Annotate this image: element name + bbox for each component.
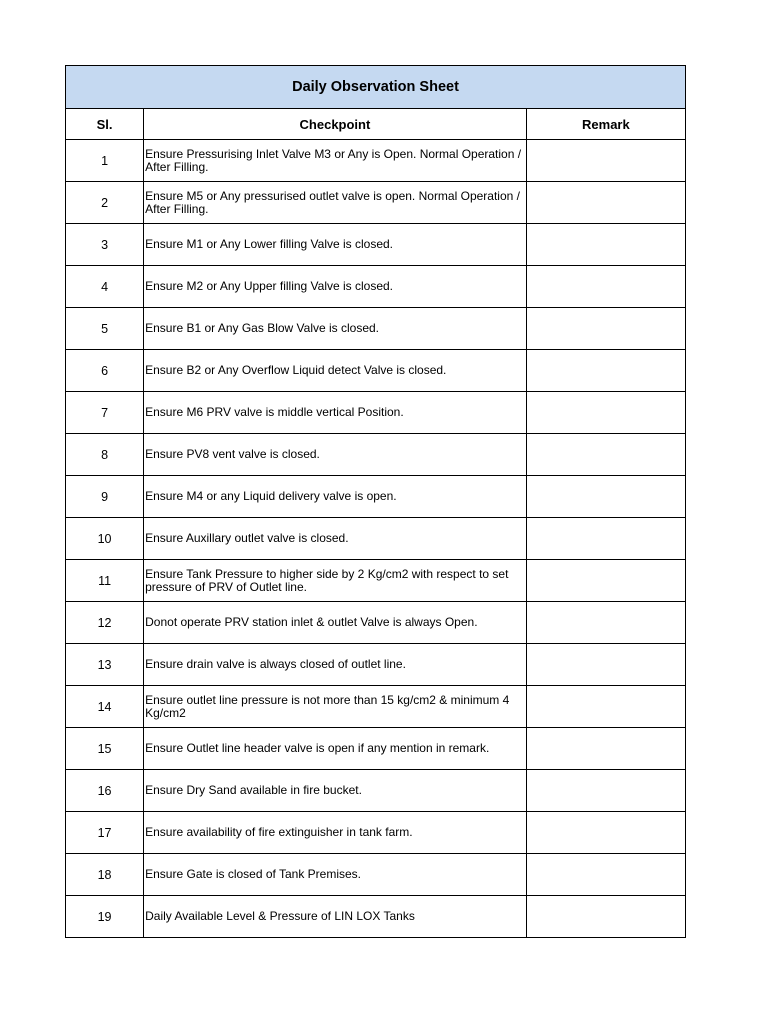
row-checkpoint: Ensure Auxillary outlet valve is closed. xyxy=(144,518,527,560)
table-row xyxy=(66,350,686,392)
row-serial: 4 xyxy=(66,266,144,308)
title-row xyxy=(66,66,686,109)
row-checkpoint: Ensure availability of fire extinguisher in tank farm. xyxy=(144,812,527,854)
table-row xyxy=(66,308,686,350)
row-checkpoint: Ensure M6 PRV valve is middle vertical Position. xyxy=(144,392,527,434)
row-remark-cell[interactable] xyxy=(526,560,685,602)
table-row xyxy=(66,182,686,224)
row-serial: 7 xyxy=(66,392,144,434)
row-checkpoint: Ensure M5 or Any pressurised outlet valve is open. Normal Operation / After Filling. xyxy=(144,182,527,224)
row-serial: 14 xyxy=(66,686,144,728)
row-serial: 5 xyxy=(66,308,144,350)
header-sl: Sl. xyxy=(66,109,144,140)
row-checkpoint: Ensure M2 or Any Upper filling Valve is closed. xyxy=(144,266,527,308)
row-checkpoint: Ensure Gate is closed of Tank Premises. xyxy=(144,854,527,896)
row-remark-cell[interactable] xyxy=(526,224,685,266)
table-row xyxy=(66,560,686,602)
table-row xyxy=(66,476,686,518)
row-serial: 3 xyxy=(66,224,144,266)
table-row xyxy=(66,686,686,728)
row-checkpoint: Daily Available Level & Pressure of LIN LOX Tanks xyxy=(144,896,527,938)
row-remark-cell[interactable] xyxy=(526,476,685,518)
row-checkpoint: Ensure Dry Sand available in fire bucket. xyxy=(144,770,527,812)
row-remark-cell[interactable] xyxy=(526,896,685,938)
header-row xyxy=(66,109,686,140)
row-checkpoint: Ensure M4 or any Liquid delivery valve is open. xyxy=(144,476,527,518)
row-serial: 1 xyxy=(66,140,144,182)
row-remark-cell[interactable] xyxy=(526,434,685,476)
row-remark-cell[interactable] xyxy=(526,308,685,350)
row-serial: 9 xyxy=(66,476,144,518)
row-checkpoint: Donot operate PRV station inlet & outlet Valve is always Open. xyxy=(144,602,527,644)
table-row xyxy=(66,140,686,182)
row-remark-cell[interactable] xyxy=(526,644,685,686)
row-remark-cell[interactable] xyxy=(526,770,685,812)
row-checkpoint: Ensure M1 or Any Lower filling Valve is closed. xyxy=(144,224,527,266)
row-remark-cell[interactable] xyxy=(526,728,685,770)
table-row xyxy=(66,266,686,308)
row-serial: 10 xyxy=(66,518,144,560)
row-serial: 2 xyxy=(66,182,144,224)
row-serial: 16 xyxy=(66,770,144,812)
table-row xyxy=(66,812,686,854)
observation-table xyxy=(65,65,686,938)
table-row xyxy=(66,602,686,644)
row-remark-cell[interactable] xyxy=(526,602,685,644)
table-row xyxy=(66,896,686,938)
table-row xyxy=(66,854,686,896)
row-checkpoint: Ensure drain valve is always closed of outlet line. xyxy=(144,644,527,686)
row-remark-cell[interactable] xyxy=(526,812,685,854)
row-serial: 18 xyxy=(66,854,144,896)
row-serial: 11 xyxy=(66,560,144,602)
row-serial: 6 xyxy=(66,350,144,392)
table-row xyxy=(66,518,686,560)
table-row xyxy=(66,224,686,266)
row-checkpoint: Ensure B2 or Any Overflow Liquid detect Valve is closed. xyxy=(144,350,527,392)
table-row xyxy=(66,728,686,770)
row-remark-cell[interactable] xyxy=(526,140,685,182)
header-checkpoint: Checkpoint xyxy=(144,109,527,140)
row-serial: 17 xyxy=(66,812,144,854)
row-serial: 19 xyxy=(66,896,144,938)
row-serial: 15 xyxy=(66,728,144,770)
table-row xyxy=(66,434,686,476)
row-serial: 8 xyxy=(66,434,144,476)
table-body xyxy=(66,140,686,938)
row-remark-cell[interactable] xyxy=(526,392,685,434)
table-row xyxy=(66,392,686,434)
row-remark-cell[interactable] xyxy=(526,686,685,728)
row-remark-cell[interactable] xyxy=(526,518,685,560)
row-remark-cell[interactable] xyxy=(526,182,685,224)
row-remark-cell[interactable] xyxy=(526,350,685,392)
row-serial: 12 xyxy=(66,602,144,644)
header-remark: Remark xyxy=(526,109,685,140)
table-row xyxy=(66,644,686,686)
row-remark-cell[interactable] xyxy=(526,266,685,308)
row-checkpoint: Ensure Outlet line header valve is open if any mention in remark. xyxy=(144,728,527,770)
sheet-title: Daily Observation Sheet xyxy=(66,66,686,109)
row-checkpoint: Ensure PV8 vent valve is closed. xyxy=(144,434,527,476)
row-checkpoint: Ensure Pressurising Inlet Valve M3 or Any is Open. Normal Operation / After Filling. xyxy=(144,140,527,182)
row-checkpoint: Ensure B1 or Any Gas Blow Valve is closed. xyxy=(144,308,527,350)
row-remark-cell[interactable] xyxy=(526,854,685,896)
table-row xyxy=(66,770,686,812)
row-checkpoint: Ensure outlet line pressure is not more than 15 kg/cm2 & minimum 4 Kg/cm2 xyxy=(144,686,527,728)
row-serial: 13 xyxy=(66,644,144,686)
row-checkpoint: Ensure Tank Pressure to higher side by 2 Kg/cm2 with respect to set pressure of PRV of Outlet line. xyxy=(144,560,527,602)
